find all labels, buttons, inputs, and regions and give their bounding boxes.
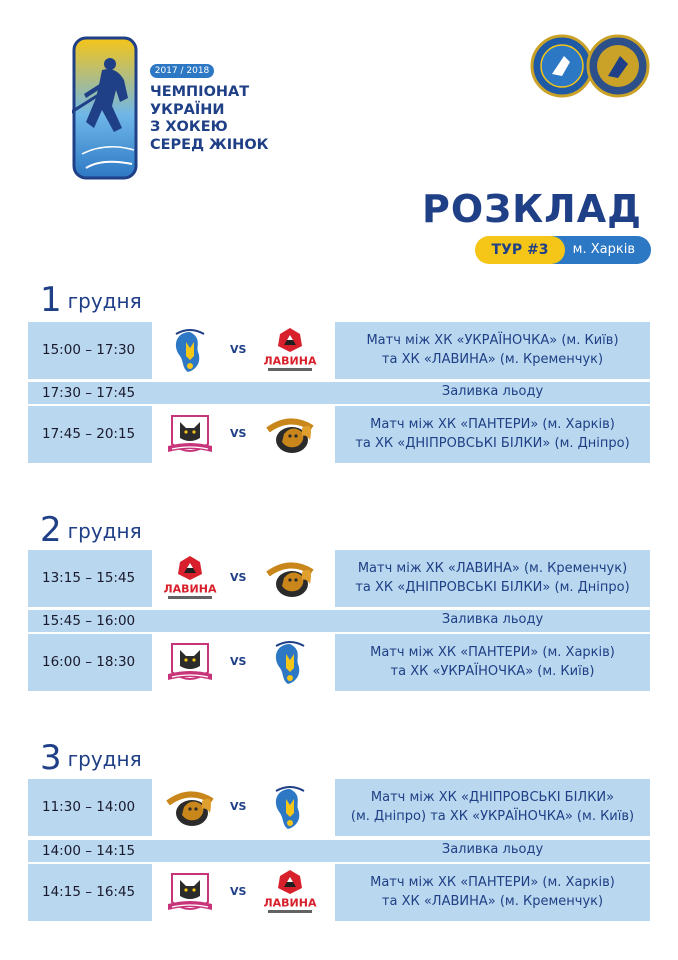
tour-label: ТУР #3 [475,236,565,264]
team-logo [162,783,218,833]
schedule-row-ice [28,610,650,632]
ukrainochka-logo-icon [262,783,318,833]
match-line: та ХК «УКРАЇНОЧКА» (м. Київ) [390,664,595,679]
team-logo [162,410,218,460]
lavina-logo-icon [262,326,318,376]
teams-cell [152,406,335,463]
championship-title [150,84,300,154]
match-description [335,779,650,836]
day-month: грудня [67,519,142,543]
championship-title-line: ЧЕМПІОНАТ [150,84,250,100]
bilky-logo-icon [162,783,218,833]
day-number: 1 [40,280,62,320]
match-line: Матч між ХК «ПАНТЕРИ» (м. Харків) [370,645,615,660]
match-line: Матч між ХК «ЛАВИНА» (м. Кременчук) [357,561,628,576]
svg-text:ЛАВИНА: ЛАВИНА [263,896,317,910]
ice-time: 14:00 – 14:15 [42,843,136,859]
teams-cell [152,634,335,691]
match-time: 15:00 – 17:30 [42,342,136,358]
svg-text:ЛАВИНА: ЛАВИНА [163,582,217,596]
team-logo [262,783,318,833]
tour-badge [475,236,651,264]
schedule-row [28,779,650,836]
team-logo [162,554,218,604]
match-description [335,550,650,607]
match-time: 14:15 – 16:45 [42,884,136,900]
schedule-row [28,634,650,691]
match-description [335,634,650,691]
vs-label: VS [230,571,247,584]
panthers-logo-icon [162,868,218,918]
lavina-logo-icon [262,868,318,918]
match-time: 17:45 – 20:15 [42,426,136,442]
vs-label: VS [230,885,247,898]
match-line: Матч між ХК «ПАНТЕРИ» (м. Харків) [370,417,615,432]
schedule-title: РОЗКЛАД [421,187,642,231]
bilky-logo-icon [262,554,318,604]
day-number: 2 [40,510,62,550]
match-description [335,322,650,379]
match-line: та ХК «ЛАВИНА» (м. Кременчук) [381,894,604,909]
schedule-row [28,322,650,379]
championship-title-line: УКРАЇНИ [150,101,225,118]
match-line: (м. Дніпро) та ХК «УКРАЇНОЧКА» (м. Київ) [350,809,635,824]
ice-time: 17:30 – 17:45 [42,385,136,401]
match-line: та ХК «ДНІПРОВСЬКІ БІЛКИ» (м. Дніпро) [355,580,630,595]
team-logo [262,410,318,460]
season-badge: 2017 / 2018 [150,64,214,78]
ice-time: 15:45 – 16:00 [42,613,136,629]
team-logo [162,638,218,688]
teams-cell [152,550,335,607]
match-line: Матч між ХК «ДНІПРОВСЬКІ БІЛКИ» [370,790,615,805]
header [0,0,678,190]
schedule-row [28,406,650,463]
team-logo [162,868,218,918]
panthers-logo-icon [162,638,218,688]
day-number: 3 [40,738,62,778]
match-time: 11:30 – 14:00 [42,799,136,815]
federation-logos-icon [530,34,650,98]
championship-title-line: З ХОКЕЮ [150,119,228,135]
day-title [40,280,142,320]
match-time: 16:00 – 18:30 [42,654,136,670]
team-logo [262,326,318,376]
day-title [40,510,142,550]
team-logo [162,326,218,376]
match-time: 13:15 – 15:45 [42,570,136,586]
panthers-logo-icon [162,410,218,460]
vs-label: VS [230,427,247,440]
schedule-row [28,550,650,607]
championship-emblem-icon [72,36,142,181]
match-line: та ХК «ДНІПРОВСЬКІ БІЛКИ» (м. Дніпро) [355,436,630,451]
schedule-row [28,864,650,921]
svg-text:ЛАВИНА: ЛАВИНА [263,354,317,368]
team-logo [262,638,318,688]
teams-cell [152,322,335,379]
match-line: Матч між ХК «ПАНТЕРИ» (м. Харків) [370,875,615,890]
vs-label: VS [230,655,247,668]
ice-resurfacing: Заливка льоду [441,842,544,857]
team-logo [262,554,318,604]
match-description [335,864,650,921]
match-description [335,406,650,463]
bilky-logo-icon [262,410,318,460]
ice-resurfacing: Заливка льоду [441,612,544,627]
ukrainochka-logo-icon [162,326,218,376]
ice-resurfacing: Заливка льоду [441,384,544,399]
lavina-logo-icon [162,554,218,604]
day-title [40,738,142,778]
teams-cell [152,864,335,921]
championship-title-line: СЕРЕД ЖІНОК [150,136,269,153]
ukrainochka-logo-icon [262,638,318,688]
day-month: грудня [67,747,142,771]
schedule-row-ice [28,382,650,404]
teams-cell [152,779,335,836]
tour-city: м. Харків [535,236,651,264]
day-month: грудня [67,289,142,313]
schedule-title-block [422,186,642,232]
vs-label: VS [230,800,247,813]
vs-label: VS [230,343,247,356]
schedule-row-ice [28,840,650,862]
match-line: Матч між ХК «УКРАЇНОЧКА» (м. Київ) [366,333,619,348]
team-logo [262,868,318,918]
match-line: та ХК «ЛАВИНА» (м. Кременчук) [381,352,604,367]
